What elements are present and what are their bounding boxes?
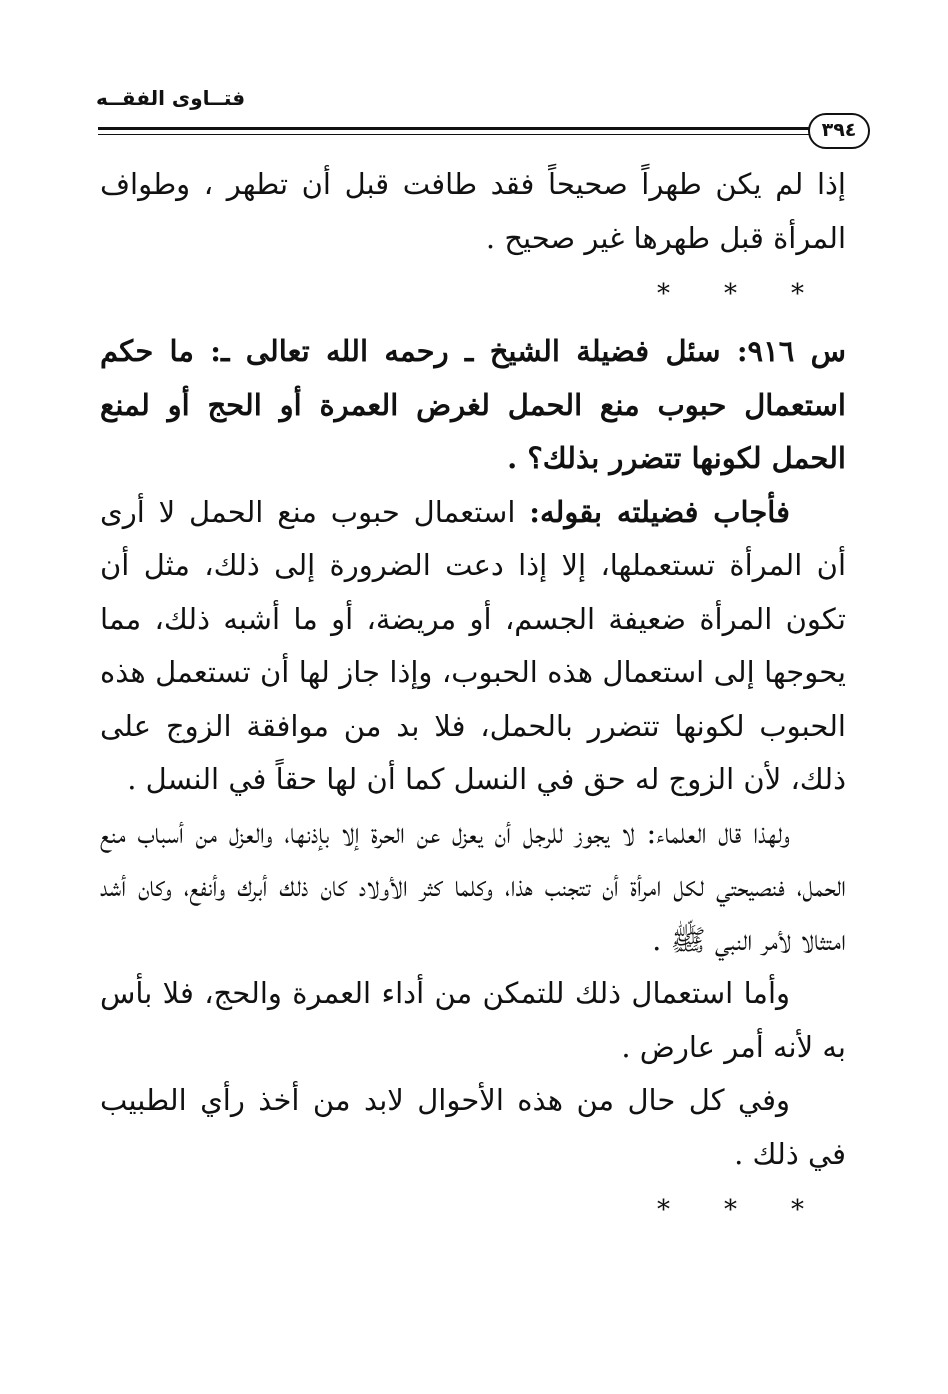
answer-paragraph-2: ولهذا قال العلماء: لا يجوز للرجل أن يعزل عن الحرة إلا بإذنها، والعزل من أسباب منع الحمل، فنصيحتي لكل امرأة أن تتجنب هذا، وكلما كثر الأولاد كان ذلك أبرك وأنفع، وكان أشد امتثالا لأمر النبي ﷺ . <box>100 815 846 957</box>
answer-text-1: استعمال حبوب منع الحمل لا أرى أن المرأة تستعملها، إلا إذا دعت الضرورة إلى ذلك، مثل أن تكون المرأة ضعيفة الجسم، أو مريضة، أو ما أشبه ذلك، مما يحوجها إلى استعمال هذه الحبوب، وإذا جاز لها أن تستعمل هذه الحبوب لكونها تتضرر بالحمل، فلا بد من موافقة الزوج على ذلك، لأن الزوج له حق في النسل كما أن لها حقاً في النسل . <box>100 494 846 796</box>
section-separator <box>100 268 846 320</box>
answer-paragraph-3: وأما استعمال ذلك للتمكن من أداء العمرة والحج، فلا بأس به لأنه أمر عارض . <box>100 976 846 1064</box>
paragraph-continuation: إذا لم يكن طهراً صحيحاً فقد طافت قبل أن تطهر ، وطواف المرأة قبل طهرها غير صحيح . <box>100 167 846 255</box>
asterisk-icon: * <box>657 1195 700 1225</box>
question-paragraph <box>100 325 846 486</box>
answer-paragraph-4: وفي كل حال من هذه الأحوال لابد من أخذ رأي الطبيب في ذلك . <box>100 1083 846 1171</box>
asterisk-icon: * <box>657 279 700 309</box>
section-separator <box>100 1184 846 1236</box>
answer-paragraph-1 <box>100 486 846 807</box>
header-rule <box>98 127 810 130</box>
body-text <box>100 158 846 1241</box>
asterisk-icon: * <box>724 1195 767 1225</box>
answer-lead: فأجاب فضيلته بقوله: <box>529 494 790 529</box>
asterisk-icon: * <box>724 279 767 309</box>
question-text: سئل فضيلة الشيخ ـ رحمه الله تعالى ـ: ما حكم استعمال حبوب منع الحمل لغرض العمرة أو الحج أو لمنع الحمل لكونها تتضرر بذلك؟ . <box>100 334 846 475</box>
header-rule-thin <box>98 134 810 135</box>
page-number: ٣٩٤ <box>808 113 870 149</box>
asterisk-icon: * <box>791 279 834 309</box>
asterisk-icon: * <box>791 1195 834 1225</box>
running-title: فتــاوى الفقــه <box>96 86 246 110</box>
question-number: س ٩١٦: <box>736 334 846 368</box>
